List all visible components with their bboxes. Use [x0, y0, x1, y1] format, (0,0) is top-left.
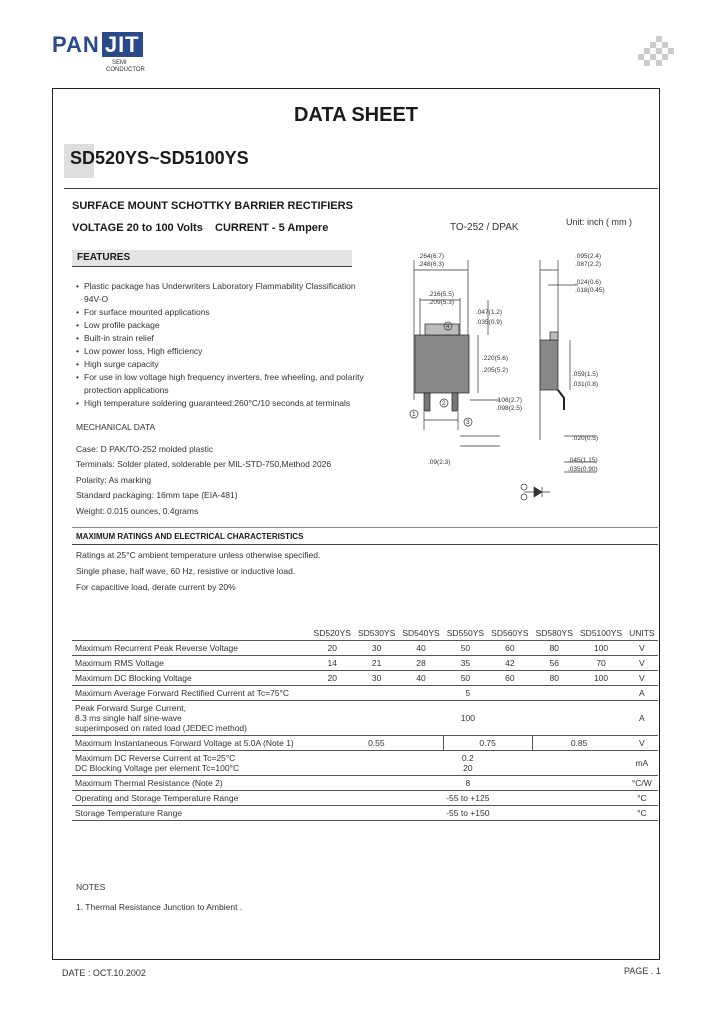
- dim-label: .045(1.15): [568, 457, 598, 464]
- cell: 30: [354, 671, 398, 686]
- logo-sub-line1: SEMI: [112, 60, 127, 66]
- col-header: SD580YS: [532, 626, 576, 641]
- frame-top: [52, 88, 660, 89]
- panjit-logo: [52, 32, 143, 58]
- max-ratings-heading: MAXIMUM RATINGS AND ELECTRICAL CHARACTERISTICS: [76, 532, 304, 541]
- cell: 50: [443, 641, 487, 656]
- cell: 100: [576, 671, 625, 686]
- cell: 20: [310, 671, 354, 686]
- ratings-note: For capacitive load, derate current by 20%: [76, 582, 236, 592]
- unit-cell: A: [626, 701, 658, 736]
- cell: 28: [399, 656, 443, 671]
- cell: 40: [399, 641, 443, 656]
- mechanical-data: [76, 420, 366, 519]
- mechanical-line: Terminals: Solder plated, solderable per MIL-STD-750,Method 2026: [76, 459, 332, 469]
- unit-cell: V: [626, 671, 658, 686]
- row-label-line: Maximum DC Reverse Current at Tc=25°C: [75, 753, 236, 763]
- title-rule: [64, 188, 658, 189]
- dim-label: .216(5.5): [428, 291, 455, 298]
- cell: 56: [532, 656, 576, 671]
- feature-item: • Low power loss, High efficiency: [76, 345, 366, 358]
- feature-item: • Plastic package has Underwriters Laboratory Flammability Classification 94V-O: [76, 280, 366, 306]
- cell: 42: [488, 656, 532, 671]
- cell-line: 0.2: [461, 753, 474, 763]
- logo-pan: PAN: [52, 32, 100, 57]
- cell: 50: [443, 671, 487, 686]
- mechanical-line: Polarity: As marking: [76, 474, 152, 485]
- table-corner: [72, 626, 310, 641]
- dim-label: .035(0.9): [476, 319, 503, 326]
- table-header-row: [72, 626, 658, 641]
- dim-label: .264(6.7): [418, 253, 445, 260]
- datasheet-title: DATA SHEET: [293, 104, 419, 126]
- cell: 100: [310, 701, 626, 736]
- unit-label: Unit: inch ( mm ): [566, 217, 633, 227]
- dim-label: .031(0.8): [572, 381, 599, 388]
- dim-label: .209(5.3): [428, 299, 455, 306]
- ratings-table: [72, 626, 658, 821]
- logo-subtitle: [106, 60, 145, 74]
- frame-left: [52, 88, 53, 960]
- dim-label: .108(2.7): [496, 397, 523, 404]
- table-row: [72, 791, 658, 806]
- part-number: SD520YS~SD5100YS: [70, 148, 249, 168]
- mechanical-line: Weight: 0.015 ounces, 0.4grams: [76, 505, 199, 516]
- table-row: [72, 656, 658, 671]
- cell: 0.55: [310, 736, 443, 751]
- row-label: Maximum Thermal Resistance (Note 2): [72, 776, 310, 791]
- dim-label: .095(2.4): [575, 253, 602, 260]
- cell: 21: [354, 656, 398, 671]
- features-heading-bar: [72, 250, 352, 267]
- dim-label: .035(0.90): [568, 466, 598, 473]
- dim-label: .220(5.6): [482, 355, 509, 362]
- dim-label: .059(1.5): [572, 371, 599, 378]
- feature-item: • High temperature soldering guaranteed:260°C/10 seconds at terminals: [76, 397, 366, 410]
- col-header: UNITS: [626, 626, 658, 641]
- col-header: SD530YS: [354, 626, 398, 641]
- feature-item: • Built-in strain relief: [76, 332, 366, 345]
- cell: 30: [354, 641, 398, 656]
- mechanical-line: Case: D PAK/TO-252 molded plastic: [76, 443, 214, 454]
- package-name: TO-252 / DPAK: [450, 222, 519, 233]
- voltage-current-line: VOLTAGE 20 to 100 Volts CURRENT - 5 Ampere: [72, 222, 329, 234]
- unit-cell: V: [626, 641, 658, 656]
- notes-heading: NOTES: [76, 882, 106, 892]
- row-label: Maximum RMS Voltage: [72, 656, 310, 671]
- cell: 0.75: [443, 736, 532, 751]
- row-label: Storage Temperature Range: [72, 806, 310, 821]
- row-label-line: 8.3 ms single half sine-wave: [75, 713, 182, 723]
- note-item: 1. Thermal Resistance Junction to Ambient .: [76, 902, 243, 912]
- row-label: Operating and Storage Temperature Range: [72, 791, 310, 806]
- row-label: Maximum DC Blocking Voltage: [72, 671, 310, 686]
- cell: -55 to +125: [310, 791, 626, 806]
- table-row: [72, 641, 658, 656]
- frame-bottom: [52, 959, 660, 960]
- section-rule: [72, 527, 658, 528]
- unit-cell: °C/W: [626, 776, 658, 791]
- dim-label: .248(6.3): [418, 261, 445, 268]
- table-row: [72, 686, 658, 701]
- row-label: [72, 701, 310, 736]
- table-row: [72, 776, 658, 791]
- dim-label: .018(0.45): [575, 287, 605, 294]
- dim-label: .024(0.6): [575, 279, 602, 286]
- mechanical-line: Standard packaging: 16mm tape (EIA-481): [76, 490, 238, 500]
- col-header: SD520YS: [310, 626, 354, 641]
- col-header: SD560YS: [488, 626, 532, 641]
- logo-jit: JIT: [102, 32, 143, 57]
- dim-label: .087(2.2): [575, 261, 602, 268]
- pin-number: 3: [466, 419, 470, 426]
- cell: 60: [488, 641, 532, 656]
- cell: 80: [532, 641, 576, 656]
- col-header: SD540YS: [399, 626, 443, 641]
- feature-item: • Low profile package: [76, 319, 366, 332]
- table-row: [72, 806, 658, 821]
- feature-item: • For surface mounted applications: [76, 306, 366, 319]
- col-header: SD550YS: [443, 626, 487, 641]
- cell: 35: [443, 656, 487, 671]
- cell: 80: [532, 671, 576, 686]
- table-row: [72, 736, 658, 751]
- row-label: [72, 751, 310, 776]
- cell: 14: [310, 656, 354, 671]
- unit-cell: V: [626, 736, 658, 751]
- pin-number: 1: [412, 411, 416, 418]
- row-label: Maximum Recurrent Peak Reverse Voltage: [72, 641, 310, 656]
- cell: -55 to +150: [310, 806, 626, 821]
- ratings-note: Single phase, half wave, 60 Hz, resistive or inductive load.: [76, 566, 296, 576]
- dim-label: .047(1.2): [476, 309, 503, 316]
- dim-label: .09(2.3): [428, 459, 451, 466]
- pin-number: 4: [446, 323, 450, 330]
- unit-cell: °C: [626, 791, 658, 806]
- cell-line: 20: [463, 763, 473, 773]
- corner-pattern: [638, 36, 674, 68]
- mechanical-heading: MECHANICAL DATA: [76, 422, 156, 432]
- unit-cell: mA: [626, 751, 658, 776]
- package-outline-drawing: [400, 240, 650, 510]
- unit-cell: V: [626, 656, 658, 671]
- features-list: [76, 280, 366, 410]
- ratings-note: Ratings at 25°C ambient temperature unless otherwise specified.: [76, 550, 321, 560]
- cell: 20: [310, 641, 354, 656]
- section-rule: [72, 544, 658, 545]
- row-label: Maximum Average Forward Rectified Current at Tc=75°C: [72, 686, 310, 701]
- cell: 8: [310, 776, 626, 791]
- frame-right: [659, 88, 660, 960]
- col-header: SD5100YS: [576, 626, 625, 641]
- row-label-line: DC Blocking Voltage per element Tc=100°C: [75, 763, 240, 773]
- cell: 5: [310, 686, 626, 701]
- footer-date: DATE : OCT.10.2002: [62, 968, 146, 978]
- cell: 100: [576, 641, 625, 656]
- row-label: Maximum Instantaneous Forward Voltage at 5.0A (Note 1): [72, 736, 310, 751]
- pin-number: 2: [442, 400, 446, 407]
- feature-item: • High surge capacity: [76, 358, 366, 371]
- table-row: [72, 751, 658, 776]
- unit-cell: °C: [626, 806, 658, 821]
- dim-label: .098(2.5): [496, 405, 523, 412]
- table-row: [72, 701, 658, 736]
- features-heading: FEATURES: [77, 252, 131, 263]
- max-ratings-notes: [76, 547, 320, 595]
- product-subtitle: SURFACE MOUNT SCHOTTKY BARRIER RECTIFIERS: [72, 200, 353, 212]
- row-label-line: Peak Forward Surge Current,: [75, 703, 187, 713]
- cell: [310, 751, 626, 776]
- logo-sub-line2: CONDUCTOR: [106, 67, 145, 73]
- cell: 40: [399, 671, 443, 686]
- row-label-line: superimposed on rated load (JEDEC method): [75, 723, 247, 733]
- cell: 0.85: [532, 736, 626, 751]
- dim-label: .020(0.5): [572, 435, 599, 442]
- dim-label: .205(5.2): [482, 367, 509, 374]
- table-row: [72, 671, 658, 686]
- feature-item: • For use in low voltage high frequency inverters, free wheeling, and polarity protection applications: [76, 371, 366, 397]
- footer-page: PAGE . 1: [624, 966, 661, 976]
- unit-cell: A: [626, 686, 658, 701]
- cell: 70: [576, 656, 625, 671]
- cell: 60: [488, 671, 532, 686]
